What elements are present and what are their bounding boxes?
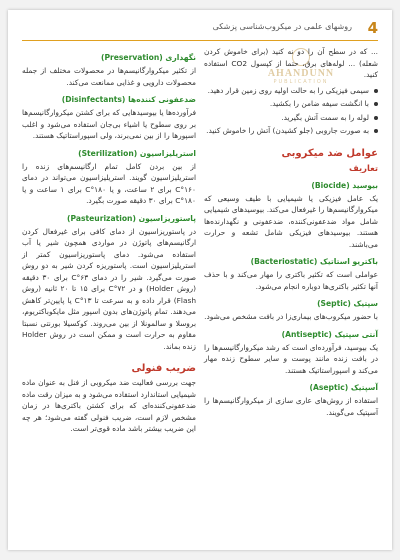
disinfectants-heading: ضدعفونی کننده‌ها (Disinfectants): [61, 95, 196, 104]
bullet-text: به صورت جاروبی (جلو کشیدن) آتش را خاموش کنید.: [206, 126, 369, 135]
septic-text: با حضور میکروب‌های بیماری‌زا در بافت مشخص می‌شود.: [204, 312, 378, 321]
left-column: [22, 46, 196, 439]
bullet-icon: [374, 89, 378, 93]
intro-paragraph: ... که در سطح آن را دو نه کنید (برای خاموش کردن شعله) ... لوله‌های برق، حتما از کپسول CO2 استفاده کنید.: [204, 47, 378, 79]
pasteurization-heading: پاستوریزاسیون (Pasteurization): [67, 213, 196, 223]
sterilization-text: از بین بردن کامل تمام ارگانیسم‌های زنده را استریلیزاسیون گویند. استریلیزاسیون می‌تواند در دمای ۱۶۰°C برای ۲ ساعت، و یا ۱۸۰°C برای ۱ ساعت و یا ۱۸۰°C برای ۳۰ دقیقه صورت بگیرد.: [22, 161, 196, 205]
header-rule: [22, 40, 378, 41]
bullet-icon: [374, 116, 378, 120]
antiseptic-heading: آنتی سپتیک (Antiseptic): [281, 329, 378, 339]
aseptic-heading: آسپتیک (Aseptic): [309, 383, 378, 392]
bullet-icon: [374, 102, 378, 106]
septic-heading: سپتیک (Septic): [317, 299, 378, 308]
definitions-title: تعاریف: [349, 162, 378, 173]
extinguisher-steps: [204, 85, 378, 137]
preservation-heading: نگهداری (Preservation): [100, 53, 196, 62]
sterilization-heading: استریلیزاسیون (Sterilization): [78, 148, 196, 158]
phenol-coefficient-text: جهت بررسی فعالیت ضد میکروبی از فنل به عنوان ماده شیمیایی استاندارد استفاده می‌شود و به میزان رقت ماده ضدعفونی‌کننده‌ای که برای کشتن باکتری‌ها در زمان مشخص لازم است، ضریب فنولی گفته می‌شود؛ هر چه این ضریب بیشتر باشد ماده قوی‌تر است.: [22, 378, 196, 433]
running-head: روشهای علمی در میکروب‌شناسی پزشکی: [212, 22, 352, 31]
bullet-item: [204, 85, 378, 97]
bacteriostatic-text: عواملی است که تکثیر باکتری را مهار می‌کند و با حذف آنها تکثیر باکتری‌ها دوباره انجام می‌شود.: [204, 270, 378, 291]
bacteriostatic-heading: باکتریو استاتیک (Bacteriostatic): [250, 257, 378, 266]
watermark-name: AHANDUNN: [267, 68, 335, 79]
section-title: عوامل ضد میکروبی: [281, 147, 378, 159]
pasteurization-text: در پاستوریزاسیون از دمای کافی برای غیرفعال کردن ارگانیسم‌های پاتوژن در مواردی همچون شیر یا آب استفاده می‌شود. دمای پاستوریزاسیون کمتر از استریلیزاسیون است. پاستوریزه کردن شیر به دو روش صورت می‌گیرد. شیر را در دمای ۶۳°C برای ۳۰ دقیقه (روش Holder) و در ۷۲°C برای ۱۵ تا ۲۰ ثانیه (روش Flash) قرار داده و به سرعت تا ۱۳°C یا پایین‌تر کاهش می‌دهند. تمام پاتوژن‌های بدون اسپور مثل مایکوباکتریوم، بروسلا و سالمونلا از بین می‌روند. کوکسیلا بورنتی نسبتا مقاوم به حرارت است و ممکن است در روش Holder زنده بماند.: [22, 226, 197, 351]
bullet-item: [204, 125, 378, 137]
biocide-heading: بیوسید (Biocide): [311, 180, 378, 190]
book-page: [8, 10, 392, 550]
bullet-text: لوله را به سمت آتش بگیرید.: [281, 112, 369, 122]
bullet-item: [204, 98, 378, 110]
bullet-text: سیمی فیزیکی را به حالت اولیه روی زمین قرار دهید.: [207, 85, 369, 95]
disinfectants-text: فرآورده‌ها یا بیوسیدهایی که برای کشتن میکروارگانیسم‌ها بر روی سطوح یا اشیاء بی‌جان استفاده می‌شود و اغلب اسپورها را از بین نمی‌برند، ولی اسپوراستاتیک هستند.: [22, 108, 196, 140]
bullet-icon: [374, 129, 378, 133]
page-number: 4: [367, 19, 378, 37]
biocide-text: یک عامل فیزیکی یا شیمیایی با طیف وسیعی که میکروارگانیسم‌ها را غیرفعال می‌کند. بیوسیدهای شیمیایی شامل مواد ضدعفونی‌کننده، ضدعفونی و نگهدارنده‌ها هستند. بیوسیدهای فیزیکی شامل تشعه و حرارت می‌باشند.: [204, 193, 378, 249]
phenol-coefficient-heading: ضریب فنولی: [131, 363, 196, 374]
bullet-item: [204, 112, 378, 124]
right-column: [204, 46, 378, 422]
aseptic-text: استفاده از روش‌های عاری سازی از میکروارگانیسم‌ها را آسپتیک می‌گویند.: [204, 396, 378, 417]
antiseptic-text: یک بیوسید، فرآورده‌ای است که رشد میکروارگانیسم‌ها را در بافت زنده مانند پوست و سایر سطوح زنده مهار می‌کند و اسپوراستاتیک هستند.: [204, 342, 378, 375]
preservation-text: از تکثیر میکروارگانیسم‌ها در محصولات مختلف از جمله محصولات دارویی و غذایی ممانعت می‌کند.: [22, 66, 196, 87]
watermark-sub: PUBLICATION: [273, 79, 329, 85]
bullet-text: با انگشت سیفه ضامن را بکشید.: [269, 99, 369, 108]
